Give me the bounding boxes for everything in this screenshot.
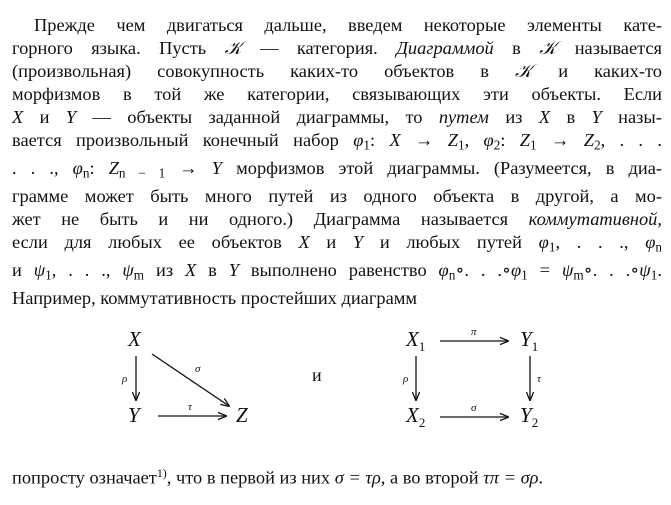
math-Y: Y	[591, 106, 602, 127]
math-psi: ψ	[33, 259, 46, 280]
math-circ: ∘	[630, 259, 640, 280]
math-arrow: →	[415, 129, 434, 150]
math-sub: 1	[45, 267, 52, 283]
math-sub: n	[655, 239, 663, 255]
math-sub: n	[448, 267, 456, 283]
math-dots: . . .	[12, 157, 54, 178]
math-psi: ψ	[561, 259, 574, 280]
label-sigma: σ	[471, 402, 477, 414]
category-symbol: 𝒦	[224, 37, 242, 58]
text-segment: вается произвольный конечный набор	[12, 129, 339, 150]
math-comma: ,	[51, 259, 57, 280]
left-diagram	[121, 327, 248, 427]
node-Y1: $Y_1$	[520, 327, 539, 354]
category-symbol: 𝒦	[539, 37, 557, 58]
math-comma: ,	[53, 157, 59, 178]
math-sub: 2	[593, 136, 601, 152]
math-circ: ∘	[583, 259, 593, 280]
math-sub: 1	[548, 239, 556, 255]
node-X: X	[128, 327, 141, 351]
math-sub: n	[82, 165, 90, 181]
node-Y2: $Y_2$	[520, 403, 539, 430]
math-comma: ,	[623, 231, 629, 252]
math-comma: ,	[105, 259, 111, 280]
math-sub: 1	[457, 136, 465, 152]
label-tau: τ	[537, 373, 541, 385]
diagrams	[0, 318, 671, 448]
node-Z: Z	[236, 403, 248, 427]
concluding-sentence	[12, 466, 662, 489]
math-X: X	[184, 259, 197, 280]
math-Z: Z	[583, 129, 594, 150]
label-pi: π	[471, 326, 477, 338]
math-phi: φ	[72, 157, 83, 178]
text-segment: называется	[574, 37, 662, 58]
footnote-marker[interactable]: 1)	[156, 466, 167, 480]
math-Y: Y	[65, 106, 77, 127]
math-Z: Z	[108, 157, 119, 178]
math-sub: 1	[530, 136, 537, 152]
equation-1: σ = τρ	[334, 467, 381, 488]
math-X: X	[298, 231, 310, 252]
math-sub: n − 1	[118, 165, 166, 181]
text-segment: и каких-то	[558, 60, 662, 81]
text-segment: — объекты заданной диаграммы, то	[92, 106, 423, 127]
text-segment: — категория.	[260, 37, 378, 58]
text-line-6	[12, 129, 662, 157]
term-commutative: коммутативной,	[528, 208, 662, 229]
text-line-9	[12, 208, 662, 231]
math-Y: Y	[211, 157, 223, 178]
text-segment: морфизмов в той же категории, связывающих эти объекты. Если	[12, 83, 662, 104]
text-segment: из	[505, 106, 523, 127]
text-segment: грамме может быть много путей из одного объекта в другой, а мо-	[12, 185, 662, 206]
math-sub: m	[133, 267, 145, 283]
text-line-7	[12, 157, 662, 185]
math-dots: . . .	[576, 231, 624, 252]
text-line-8	[12, 185, 662, 208]
math-sub: 2	[493, 136, 501, 152]
math-phi: φ	[645, 231, 656, 252]
text-segment: попросту означает	[12, 467, 157, 488]
label-tau: τ	[188, 401, 192, 413]
main-paragraph	[12, 14, 662, 310]
math-dots: . . .	[619, 129, 662, 150]
text-segment: жет не быть и ни одного.) Диаграмма называется	[12, 208, 509, 229]
math-circ: ∘	[501, 259, 511, 280]
text-segment: и	[326, 231, 337, 252]
text-segment: в	[566, 106, 576, 127]
text-line-5	[12, 106, 662, 129]
text-segment: горного языка. Пусть	[12, 37, 207, 58]
text-segment: и	[12, 259, 22, 280]
math-Z: Z	[519, 129, 531, 150]
text-segment: назы-	[618, 106, 662, 127]
text-segment: в	[208, 259, 217, 280]
math-eq: =	[539, 259, 551, 280]
label-sigma: σ	[195, 363, 201, 375]
text-segment: (произвольная) совокупность каких-то объектов в	[12, 60, 489, 81]
arrow-sigma	[152, 354, 229, 406]
math-dots: . . .	[464, 259, 502, 280]
label-rho: ρ	[403, 373, 409, 385]
conjunction-and: и	[312, 365, 322, 385]
text-segment: если для любых ее объектов	[12, 231, 282, 252]
math-dots: . . .	[68, 259, 106, 280]
text-line-4	[12, 83, 662, 106]
math-X: X	[389, 129, 401, 150]
node-X1: $X_1$	[406, 327, 426, 354]
node-Y: Y	[128, 403, 140, 427]
term-path: путем	[438, 106, 489, 127]
text-segment: Например, коммутативность простейших диаграмм	[12, 288, 418, 309]
math-colon: :	[89, 157, 95, 178]
math-phi: φ	[353, 129, 364, 150]
text-segment: из	[155, 259, 174, 280]
text-segment: и любых путей	[379, 231, 522, 252]
right-diagram	[402, 326, 542, 430]
text-line-3	[12, 60, 662, 83]
text-line-12	[12, 287, 662, 310]
math-sub: 1	[363, 136, 370, 152]
math-arrow: →	[550, 129, 570, 150]
math-phi: φ	[510, 259, 522, 280]
math-Y: Y	[228, 259, 239, 280]
math-Z: Z	[447, 129, 458, 150]
math-phi: φ	[538, 231, 549, 252]
math-comma: ,	[600, 129, 606, 150]
math-phi: φ	[438, 259, 449, 280]
math-sub: m	[573, 267, 584, 283]
math-sub: 1	[521, 267, 528, 283]
math-psi: ψ	[122, 259, 134, 280]
text-segment: .	[538, 467, 544, 488]
text-segment: , а во второй	[380, 467, 479, 488]
text-line-11: и $\psi_1$, . . ., $\psi_m$ из X в Y выполнено равенство $\varphi_n\circ$. . $.\circ\varphi_1$ = $\psi_m\circ$. . $.\circ\psi_1$.	[12, 259, 662, 283]
math-colon: :	[370, 129, 376, 150]
math-colon: :	[500, 129, 506, 150]
text-line-1	[12, 14, 662, 37]
text-segment: в	[512, 37, 521, 58]
math-psi: ψ	[639, 259, 651, 280]
label-rho: ρ	[122, 373, 128, 385]
math-X: X	[538, 106, 551, 127]
text-segment: и	[39, 106, 50, 127]
math-X: X	[12, 106, 24, 127]
math-Y: Y	[352, 231, 364, 252]
math-comma: ,	[555, 231, 561, 252]
equation-2: τπ = σρ	[483, 467, 539, 488]
math-arrow: →	[179, 157, 198, 178]
math-phi: φ	[483, 129, 494, 150]
text-line-2	[12, 37, 662, 60]
term-diagram: Диаграммой	[396, 37, 494, 58]
text-segment: морфизмов этой диаграммы. (Разумеется, в диа-	[236, 157, 662, 178]
math-dots: . . .	[592, 259, 631, 280]
math-circ: ∘	[455, 259, 465, 280]
text-segment: выполнено равенство	[250, 259, 427, 280]
math-comma: ,	[464, 129, 470, 150]
text-segment: , что в первой из них	[166, 467, 331, 488]
node-X2: $X_2$	[406, 403, 426, 430]
category-symbol: 𝒦	[515, 60, 533, 81]
text-line-10	[12, 231, 662, 259]
text-segment: Прежде чем двигаться дальше, введем некоторые элементы кате-	[34, 15, 662, 35]
math-sub: 1	[650, 267, 658, 283]
